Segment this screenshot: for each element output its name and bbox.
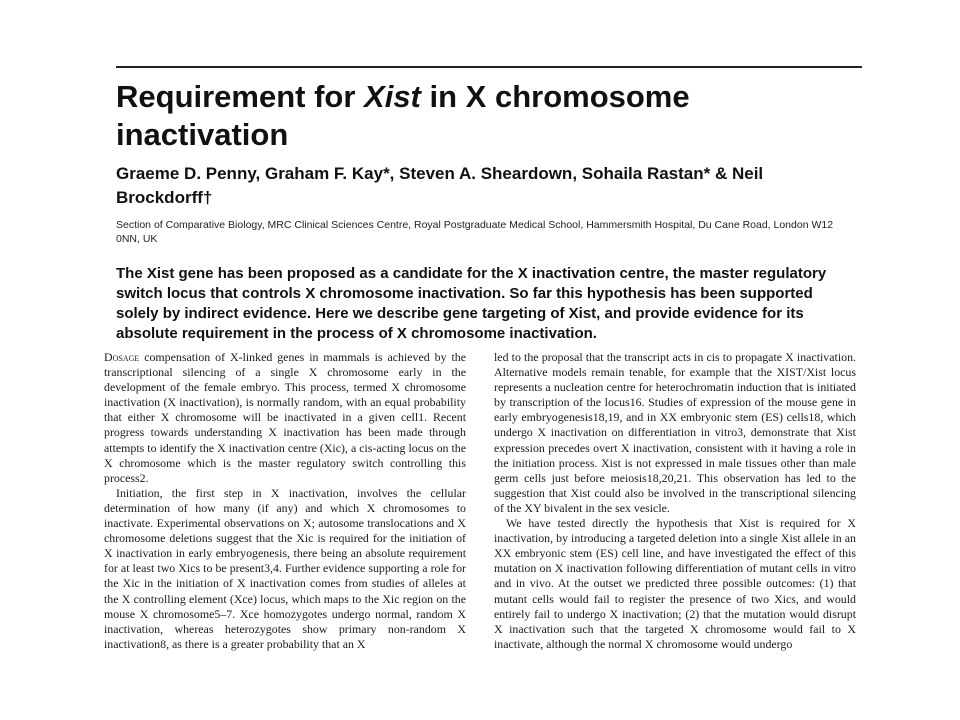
paragraph (104, 350, 466, 486)
paragraph: led to the proposal that the transcript acts in cis to propagate X inactivation. Alternative models remain tenable, for example that the XIST/Xist locus represents a nucleation centre for heterochromatin induction that is initiated by transcription of the locus16. Studies of expression of the mouse gene in early embryogenesis18,19, and in XX embryonic stem (ES) cells18, which undergo X inactivation on differentiation in vitro3, demonstrate that Xist expression precedes overt X inactivation, consistent with it having a role in the initiation process. Xist is not expressed in male tissues other than male germ cells just before meiosis18,20,21. This observation has led to the suggestion that Xist could also be involved in the transcriptional silencing of the XY bivalent in the sex vesicle. (494, 350, 856, 515)
article-page (100, 58, 866, 664)
affiliation: Section of Comparative Biology, MRC Clinical Sciences Centre, Royal Postgraduate Medical School, Hammersmith Hospital, Du Cane Road, London W12 0NN, UK (116, 219, 834, 245)
author-list: Graeme D. Penny, Graham F. Kay*, Steven A. Sheardown, Sohaila Rastan* & Neil Brockdorff† (116, 164, 764, 207)
body-column-right (494, 350, 856, 662)
body-column-left (104, 350, 466, 662)
drop-cap-word: Dosage (104, 350, 140, 364)
title-gene-name: Xist (364, 79, 421, 114)
top-rule (116, 66, 862, 68)
paragraph-text: compensation of X-linked genes in mammals is achieved by the transcriptional silencing of a single X chromosome early in the development of the female embryo. This process, termed X chromosome inactivation (X inactivation), is normally random, with an equal probability that either X chromosome will be inactivated in a given cell1. Recent progress towards understanding X inactivation has been made through attempts to identify the X inactivation centre (Xic), a cis-acting locus on the X chromosome which is the master regulatory switch controlling this process2. (104, 350, 466, 485)
abstract: The Xist gene has been proposed as a candidate for the X inactivation centre, the master regulatory switch locus that controls X chromosome inactivation. So far this hypothesis has been supported solely by indirect evidence. Here we describe gene targeting of Xist, and provide evidence for its absolute requirement in the process of X chromosome inactivation. (116, 265, 827, 342)
title-part-1: Requirement for (116, 79, 365, 114)
paragraph: We have tested directly the hypothesis that Xist is required for X inactivation, by introducing a targeted deletion into a single Xist allele in an XX embryonic stem (ES) cell line, and have investigated the effect of this mutation on X inactivation following differentiation of mutant cells in vitro and in vivo. At the outset we predicted three possible outcomes: (1) that mutant cells would fail to register the presence of two Xics, and would entirely fail to undergo X inactivation; (2) that the mutation would disrupt X inactivation such that the targeted X chromosome would fail to X inactivate, although the normal X chromosome would undergo (494, 516, 856, 651)
title-part-2: in X chromosome inactivation (116, 79, 690, 152)
article-title (116, 78, 856, 154)
paragraph: Initiation, the first step in X inactivation, involves the cellular determination of how many (if any) and which X chromosomes to inactivate. Experimental observations on X; autosome translocations and X chromosome deletions suggest that the Xic is required for the initiation of X inactivation in early embryogenesis, there being an absolute requirement for at least two Xics to be present3,4. Further evidence supporting a role for the Xic in the initiation of X inactivation comes from studies of alleles at the X controlling element (Xce) locus, which maps to the Xic region on the mouse X chromosome5–7. Xce homozygotes undergo normal, random X inactivation, whereas heterozygotes show primary non-random X inactivation8, as there is a greater probability that an X (104, 485, 466, 651)
